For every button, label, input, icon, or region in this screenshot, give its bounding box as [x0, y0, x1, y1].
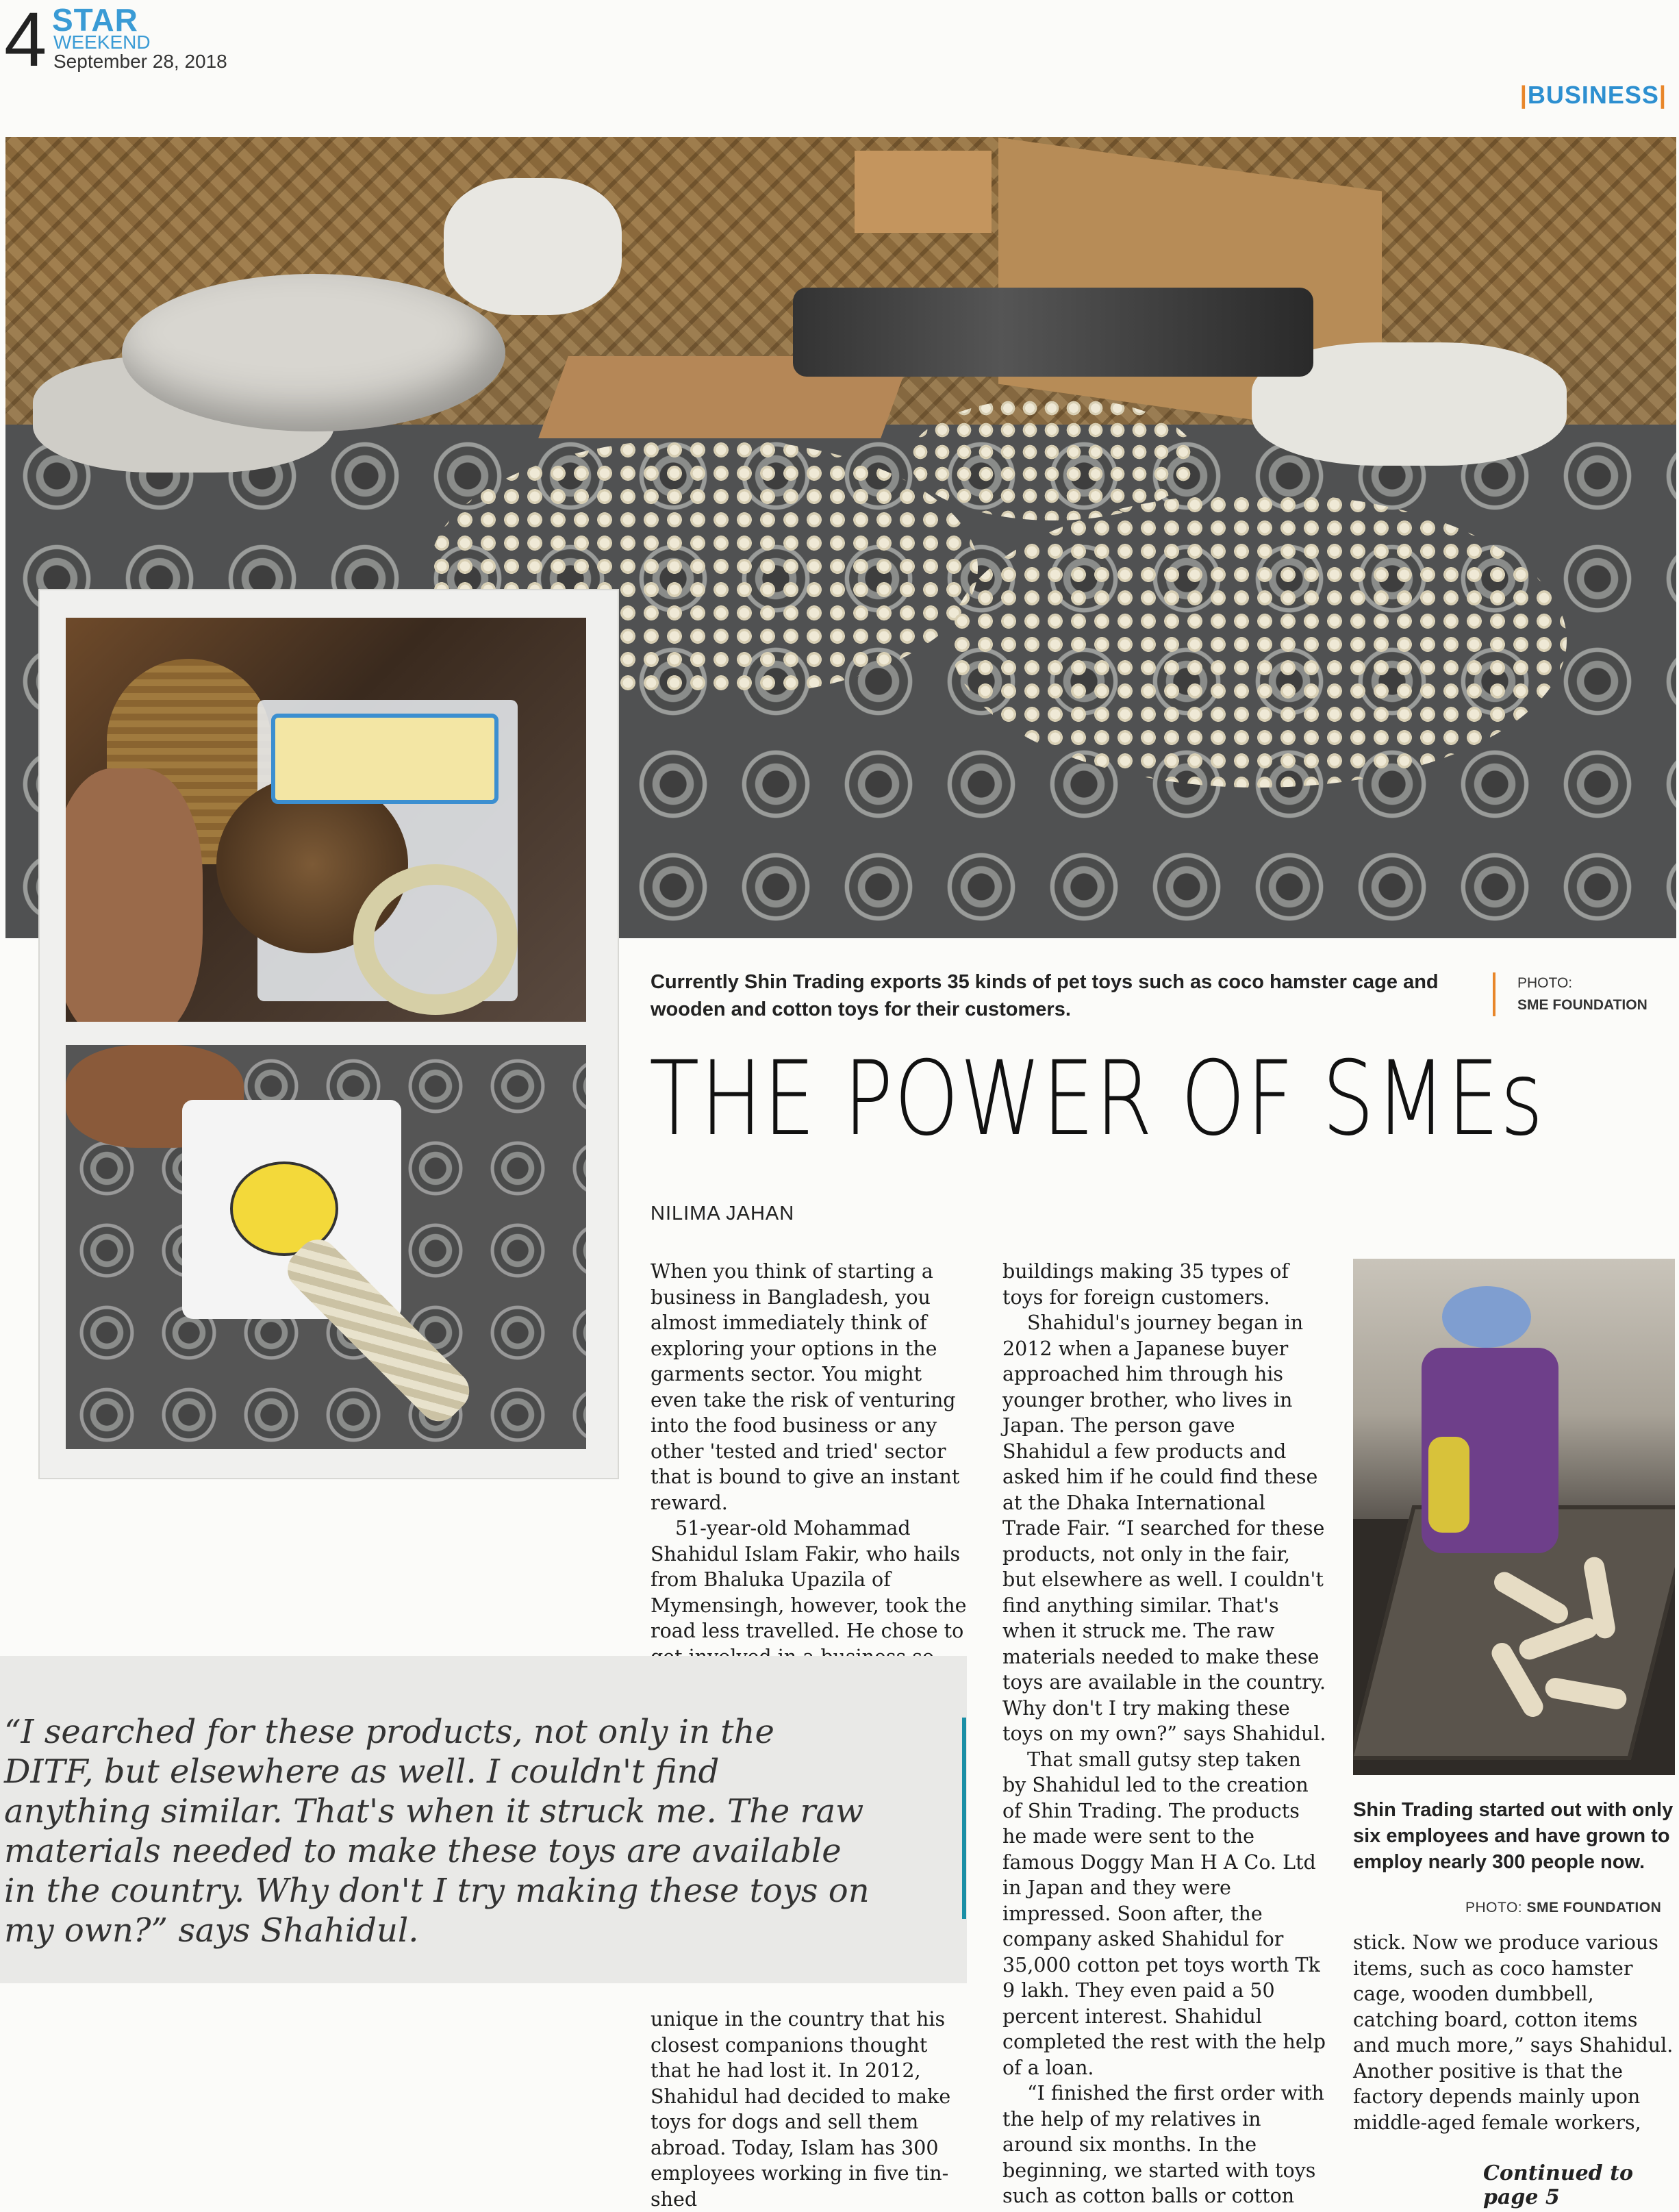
- paragraph: buildings making 35 types of toys for foreign customers.: [1002, 1260, 1289, 1309]
- credit-label: PHOTO:: [1517, 975, 1573, 991]
- paragraph: unique in the country that his closest companions thought that he had lost it. In 2012, Shahidul had decided to make toys for dogs and sell them abroad. Today, Islam has 300 employees working in five tin-shed: [651, 2008, 951, 2211]
- page-number: 4: [4, 0, 47, 82]
- paragraph: Shahidul's journey began in 2012 when a Japanese buyer approached him through his younger brother, who lives in Japan. The person gave Shahidul a few products and asked him if he could find these at the Dhaka International Trade Fair. “I searched for these products, not only in the fair, but elsewhere as well. I couldn't find anything similar. That's when it struck me. The raw materials needed to make these toys are available in the country. Why don't I try making these toys on my own?” says Shahidul.: [1002, 1311, 1326, 1745]
- pullquote: “I searched for these products, not only in the DITF, but elsewhere as well. I couldn't find anything similar. That's when it struck me. The raw materials needed to make these toys are available in the country. Why don't I try making these toys on my own?” says Shahidul.: [4, 1713, 870, 1950]
- worker-photo: [1353, 1259, 1675, 1775]
- masthead-brand: STAR: [52, 2, 138, 38]
- masthead-sub-brand: WEEKEND: [53, 32, 151, 53]
- paragraph: “I finished the first order with the help of my relatives in around six months. In the beginning, we started with toys such as cotton balls or cotton: [1002, 2082, 1324, 2207]
- byline: NILIMA JAHAN: [651, 1203, 795, 1224]
- article-column-1-bottom: [651, 2007, 972, 2212]
- continued-link[interactable]: Continued to page 5: [1483, 2161, 1633, 2209]
- paragraph: stick. Now we produce various items, such as coco hamster cage, wooden dumbbell, catching board, cotton items and much more,” says Shahidul. Another positive is that the factory depends mainly upon middle-aged female workers,: [1353, 1931, 1674, 2134]
- section-label: |BUSINESS|: [1519, 81, 1667, 109]
- issue-date: September 28, 2018: [53, 51, 227, 72]
- hero-photo-credit: [1493, 972, 1648, 1016]
- article-column-1-top: [651, 1259, 972, 1670]
- pullquote-accent-bar: [962, 1718, 966, 1919]
- coco-hamster-cage-photo: [66, 618, 586, 1022]
- worker-photo-credit: PHOTO: SME FOUNDATION: [1465, 1900, 1662, 1915]
- section-name: BUSINESS: [1527, 81, 1659, 109]
- paragraph: 51-year-old Mohammad Shahidul Islam Fakir, who hails from Bhaluka Upazila of Mymensingh, however, took the road less travelled. He chose to: [651, 1517, 967, 1642]
- paragraph: When you think of starting a business in Bangladesh, you almost immediately think of exploring your options in the garments sector. You might even take the risk of venturing into the food business or any other 'tested and tried' sector that is bound to give an instant reward.: [651, 1260, 960, 1514]
- headline: THE POWER OF SMEs: [649, 1040, 1545, 1159]
- paragraph: That small gutsy step taken by Shahidul led to the creation of Shin Trading. The products he made were sent to the famous Doggy Man H A Co. Ltd in Japan and they were impressed. Soon after, the company asked Shahidul for 35,000 cotton pet toys worth Tk 9 lakh. They even paid a 50 percent interest. Shahidul completed the rest with the help of a loan.: [1002, 1748, 1326, 2079]
- article-column-3: [1353, 1930, 1675, 2135]
- cotton-dog-toy-photo: [66, 1045, 586, 1449]
- credit-source: SME FOUNDATION: [1517, 997, 1648, 1013]
- article-column-2: [1002, 1259, 1327, 2209]
- hero-caption: Currently Shin Trading exports 35 kinds of pet toys such as coco hamster cage and wooden and cotton toys for their customers.: [651, 971, 1439, 1020]
- worker-photo-caption: Shin Trading started out with only six employees and have grown to employ nearly 300 people now.: [1353, 1799, 1674, 1873]
